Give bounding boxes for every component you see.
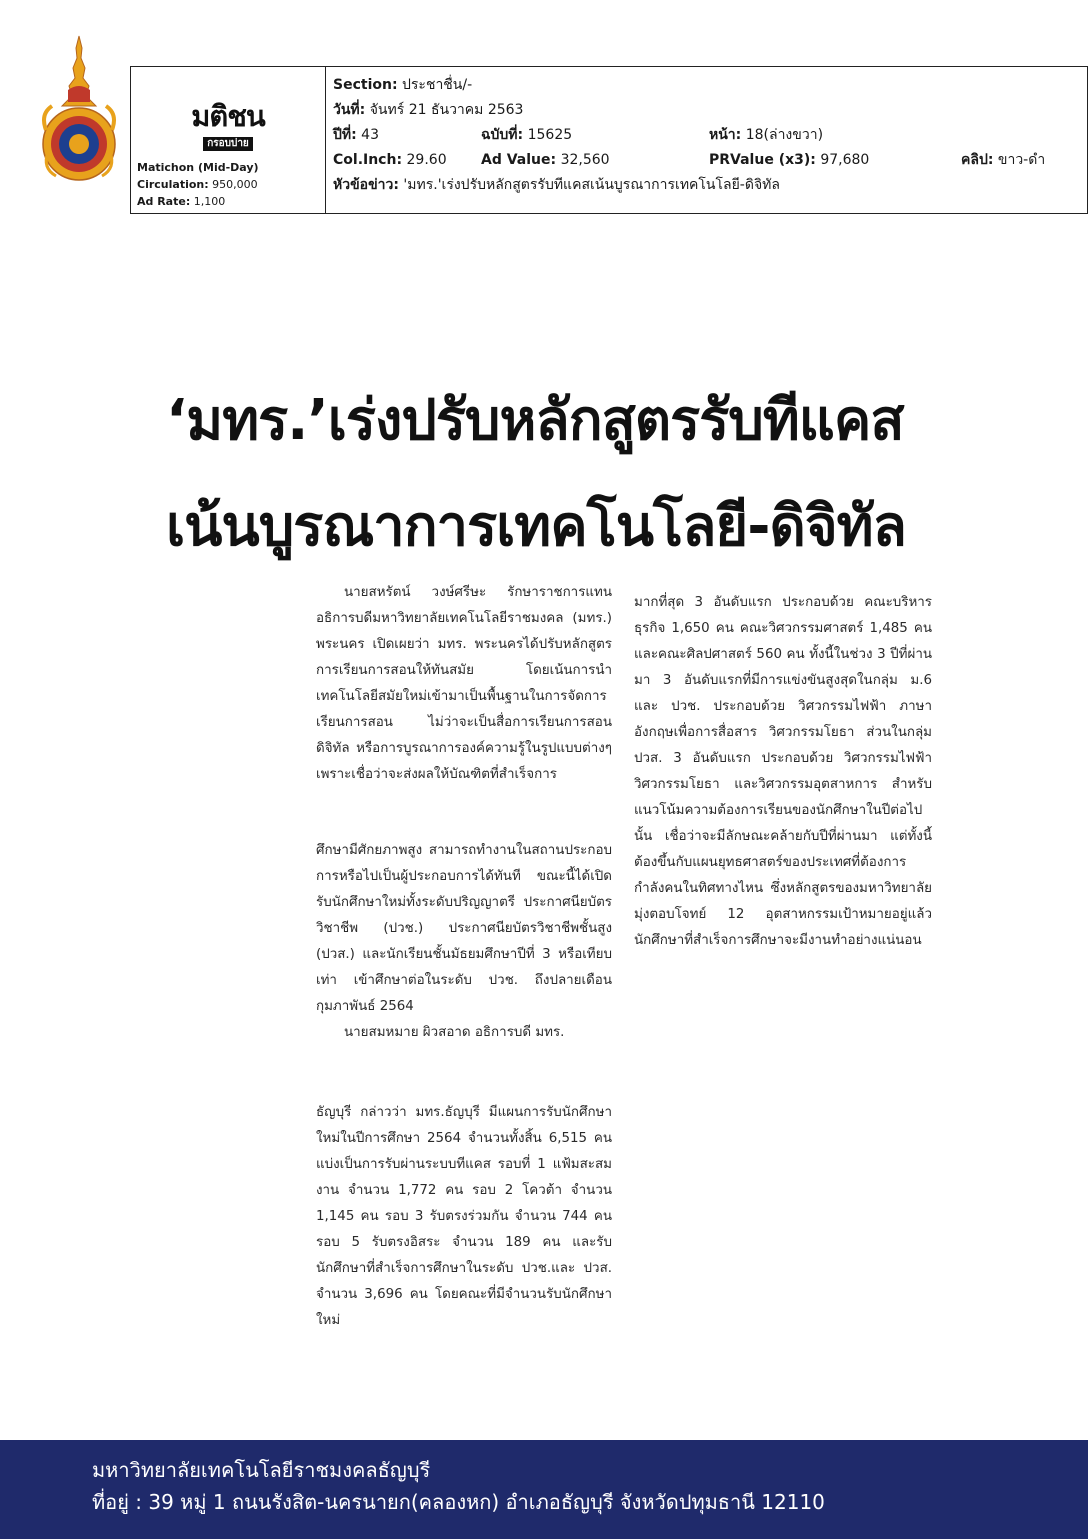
newspaper-name: มติชน bbox=[191, 99, 265, 133]
article-column-1b bbox=[316, 838, 612, 1046]
advalue-label: Ad Value: bbox=[481, 152, 557, 168]
section-row bbox=[333, 73, 1079, 98]
value-row bbox=[333, 148, 1079, 173]
footer-address: ที่อยู่ : 39 หมู่ 1 ถนนรังสิต-นครนายก(คลองหก) อำเภอธัญบุรี จังหวัดปทุมธานี 12110 bbox=[92, 1490, 825, 1514]
article-paragraph-5: มากที่สุด 3 อันดับแรก ประกอบด้วย คณะบริหาร ธุรกิจ 1,650 คน คณะวิศวกรรมศาสตร์ 1,485 คน และคณะศิลปศาสตร์ 560 คน ทั้งนี้ในช่วง 3 ปีที่ผ่านมา 3 อันดับแรกที่มีการแข่งขันสูงสุดในกลุ่ม ม.6 และ ปวช. ประกอบด้วย วิศวกรรมไฟฟ้า ภาษาอังกฤษเพื่อการสื่อสาร วิศวกรรมโยธา ส่วนในกลุ่ม ปวส. 3 อันดับแรก ประกอบด้วย วิศวกรรมไฟฟ้า วิศวกรรมโยธา และวิศวกรรมอุตสาหการ สำหรับแนวโน้มความต้องการเรียนของนักศึกษาในปีต่อไปนั้น เชื่อว่าจะมีลักษณะคล้ายกับปีที่ผ่านมา แต่ทั้งนี้ต้องขึ้นกับแผนยุทธศาสตร์ของประเทศที่ต้องการกำลังคนในทิศทางไหน ซึ่งหลักสูตรของมหาวิทยาลัยมุ่งตอบโจทย์ 12 อุตสาหกรรมเป้าหมายอยู่แล้ว นักศึกษาที่สำเร็จการศึกษาจะมีงานทำอย่างแน่นอน bbox=[634, 595, 932, 948]
issue-row bbox=[333, 123, 1079, 148]
section-label: Section: bbox=[333, 77, 398, 93]
publication-info bbox=[137, 159, 259, 210]
colinch-value: 29.60 bbox=[406, 152, 447, 168]
advalue-value: 32,560 bbox=[560, 152, 610, 168]
issue-value: 15625 bbox=[527, 127, 573, 143]
headline-line-2: เน้นบูรณาการเทคโนโลยี-ดิจิทัล bbox=[166, 494, 906, 559]
footer-bar bbox=[0, 1440, 1088, 1539]
masthead-panel bbox=[131, 67, 326, 213]
university-emblem-icon bbox=[38, 34, 120, 184]
circulation-label: Circulation: bbox=[137, 178, 209, 191]
publication-name: Matichon (Mid-Day) bbox=[137, 161, 259, 174]
edition-badge: กรอบบ่าย bbox=[203, 137, 253, 151]
article-column-1c bbox=[316, 1100, 612, 1334]
article-paragraph-1: นายสหรัตน์ วงษ์ศรีษะ รักษาราชการแทนอธิการบดีมหาวิทยาลัยเทคโนโลยีราชมงคล (มทร.) พระนคร เปิดเผยว่า มทร. พระนครได้ปรับหลักสูตรการเรียนการสอนให้ทันสมัย โดยเน้นการนำเทคโนโลยีสมัยใหม่เข้ามาเป็นพื้นฐานในการจัดการเรียนการสอน ไม่ว่าจะเป็นสื่อการเรียนการสอนดิจิทัล หรือการบูรณาการองค์ความรู้ในรูปแบบต่างๆ เพราะเชื่อว่าจะส่งผลให้บัณฑิตที่สำเร็จการ bbox=[316, 585, 612, 782]
article-paragraph-2: ศึกษามีศักยภาพสูง สามารถทำงานในสถานประกอบการหรือไปเป็นผู้ประกอบการได้ทันที ขณะนี้ได้เปิดรับนักศึกษาใหม่ทั้งระดับปริญญาตรี ประกาศนียบัตรวิชาชีพ (ปวช.) ประกาศนียบัตรวิชาชีพชั้นสูง (ปวส.) และนักเรียนชั้นมัธยมศึกษาปีที่ 3 หรือเทียบเท่า เข้าศึกษาต่อในระดับ ปวช. ถึงปลายเดือนกุมภาพันธ์ 2564 bbox=[316, 843, 612, 1014]
university-logo bbox=[38, 34, 120, 184]
ad-rate-label: Ad Rate: bbox=[137, 195, 191, 208]
page-value: 18(ล่างขวา) bbox=[745, 127, 824, 143]
clip-value: ขาว-ดำ bbox=[997, 152, 1046, 168]
clip-label: คลิป: bbox=[961, 152, 994, 168]
article-paragraph-3: นายสมหมาย ผิวสอาด อธิการบดี มทร. bbox=[344, 1025, 565, 1040]
metadata-fields bbox=[333, 73, 1079, 198]
date-label: วันที่: bbox=[333, 102, 366, 118]
footer-university-name: มหาวิทยาลัยเทคโนโลยีราชมงคลธัญบุรี bbox=[92, 1458, 431, 1482]
clipping-metadata-box bbox=[130, 66, 1088, 214]
date-row bbox=[333, 98, 1079, 123]
headline-row bbox=[333, 173, 1079, 198]
article-column-1a bbox=[316, 580, 612, 788]
headline-line-1: ‘มทร.’เร่งปรับหลักสูตรรับทีแคส bbox=[166, 388, 904, 453]
colinch-label: Col.Inch: bbox=[333, 152, 403, 168]
article-paragraph-4: ธัญบุรี กล่าวว่า มทร.ธัญบุรี มีแผนการรับนักศึกษาใหม่ในปีการศึกษา 2564 จำนวนทั้งสิ้น 6,515 คน แบ่งเป็นการรับผ่านระบบทีแคส รอบที่ 1 แฟ้มสะสมงาน จำนวน 1,772 คน รอบ 2 โควต้า จำนวน 1,145 คน รอบ 3 รับตรงร่วมกัน จำนวน 744 คน รอบ 5 รับตรงอิสระ จำนวน 189 คน และรับนักศึกษาที่สำเร็จการศึกษาในระดับ ปวช.และ ปวส. จำนวน 3,696 คน โดยคณะที่มีจำนวนรับนักศึกษาใหม่ bbox=[316, 1105, 612, 1328]
circulation-line bbox=[137, 176, 259, 193]
page-label: หน้า: bbox=[709, 127, 742, 143]
newspaper-masthead bbox=[183, 101, 273, 151]
article-headline bbox=[166, 368, 1086, 580]
ad-rate-line bbox=[137, 193, 259, 210]
year-value: 43 bbox=[361, 127, 379, 143]
prvalue-value: 97,680 bbox=[820, 152, 870, 168]
headline-value: 'มทร.'เร่งปรับหลักสูตรรับทีแคสเน้นบูรณาการเทคโนโลยี-ดิจิทัล bbox=[403, 177, 780, 193]
article-column-2 bbox=[634, 590, 932, 954]
circulation-value: 950,000 bbox=[212, 178, 258, 191]
ad-rate-value: 1,100 bbox=[193, 195, 226, 208]
section-value: ประชาชื่น/- bbox=[402, 77, 473, 93]
year-label: ปีที่: bbox=[333, 127, 357, 143]
issue-label: ฉบับที่: bbox=[481, 127, 524, 143]
prvalue-label: PRValue (x3): bbox=[709, 152, 816, 168]
headline-label: หัวข้อข่าว: bbox=[333, 177, 399, 193]
date-value: จันทร์ 21 ธันวาคม 2563 bbox=[369, 102, 524, 118]
